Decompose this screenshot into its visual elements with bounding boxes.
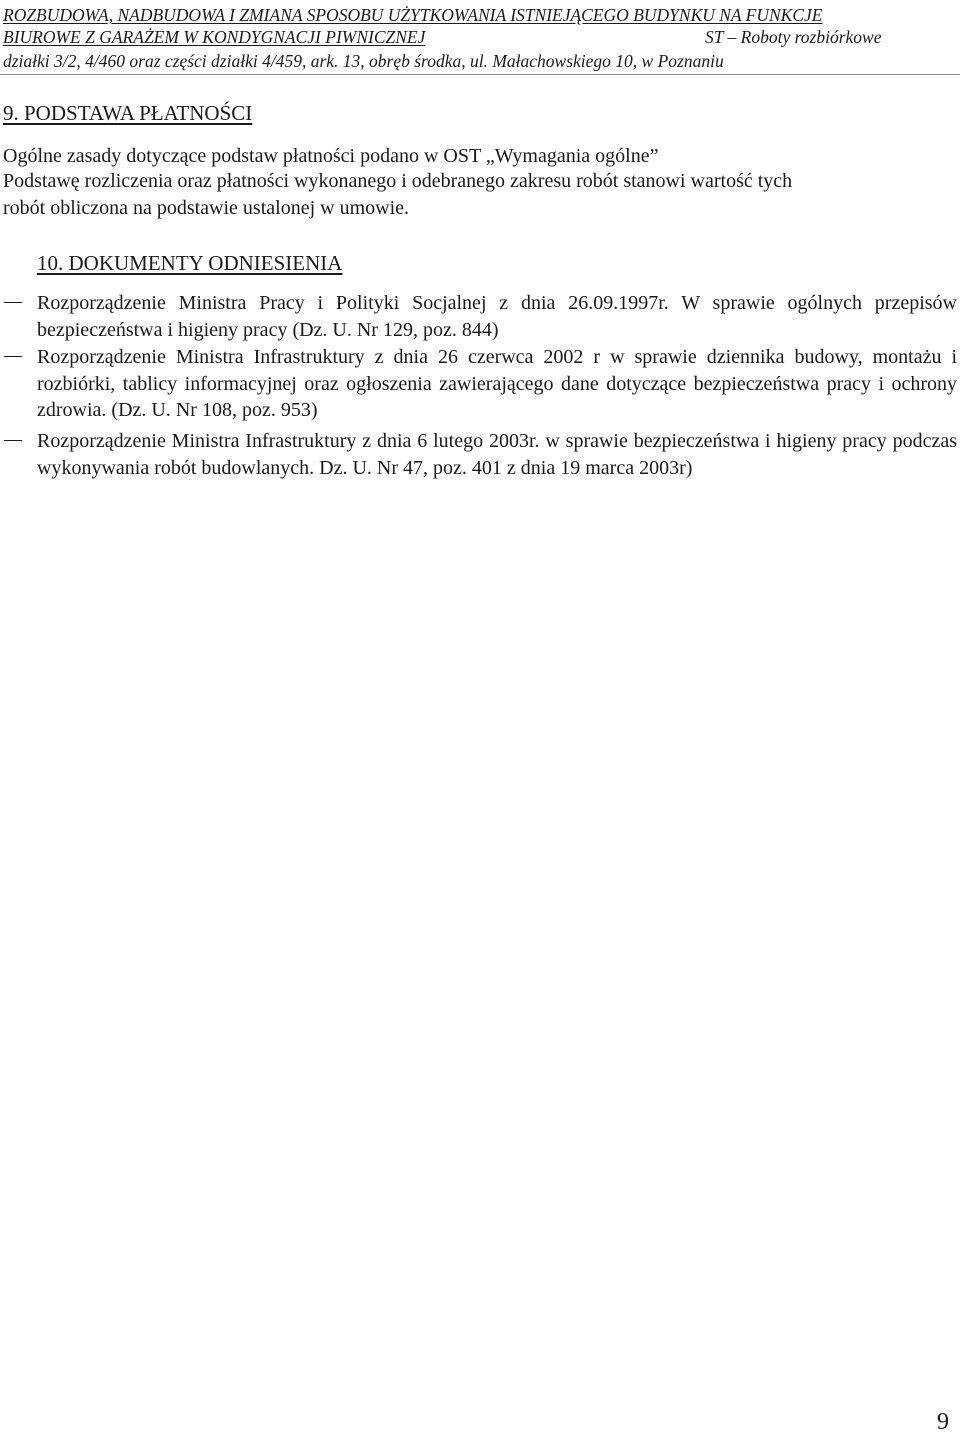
section-9-paragraph-line: robót obliczona na podstawie ustalonej w umowie. xyxy=(3,197,410,219)
running-header-spec-name: ST – Roboty rozbiórkowe xyxy=(705,27,882,47)
page-number: 9 xyxy=(937,1409,949,1435)
section-9-paragraph-line: Ogólne zasady dotyczące podstaw płatności podano w OST „Wymagania ogólne” xyxy=(3,145,659,167)
running-header-location: działki 3/2, 4/460 oraz części działki 4/459, ark. 13, obręb środka, ul. Małachowskiego 10, w Poznaniu xyxy=(3,51,724,71)
running-header-title: ROZBUDOWA, NADBUDOWA I ZMIANA SPOSOBU UŻYTKOWANIA ISTNIEJĄCEGO BUDYNKU NA FUNKCJE xyxy=(3,5,823,25)
section-9-paragraph-line: Podstawę rozliczenia oraz płatności wykonanego i odebranego zakresu robót stanowi wartość tych xyxy=(3,170,793,192)
reference-text: Rozporządzenie Ministra Infrastruktury z dnia 6 lutego 2003r. w sprawie bezpieczeństwa i higieny pracy podczas wykonywania robót budowlanych. Dz. U. Nr 47, poz. 401 z dnia 19 marca 2003r) xyxy=(37,430,957,479)
section-10-heading: 10. DOKUMENTY ODNIESIENIA xyxy=(37,251,343,275)
reference-text: Rozporządzenie Ministra Pracy i Polityki Socjalnej z dnia 26.09.1997r. W sprawie ogólnych przepisów bezpieczeństwa i higieny pracy (Dz. U. Nr 129, poz. 844) xyxy=(37,292,957,341)
dash-bullet-icon xyxy=(4,302,22,303)
running-header-subtitle-left: BIUROWE Z GARAŻEM W KONDYGNACJI PIWNICZNEJ xyxy=(3,27,426,47)
reference-text: Rozporządzenie Ministra Infrastruktury z dnia 26 czerwca 2002 r w sprawie dziennika budowy, montażu i rozbiórki, tablicy informacyjnej oraz ogłoszenia zawierającego dane dotyczące bezpieczeństwa pracy i ochrony zdrowia. (Dz. U. Nr 108, poz. 953) xyxy=(37,346,957,421)
dash-bullet-icon xyxy=(4,356,22,357)
section-9-heading: 9. PODSTAWA PŁATNOŚCI xyxy=(3,101,253,125)
dash-bullet-icon xyxy=(4,440,22,441)
header-divider xyxy=(0,74,960,75)
running-header-subtitle xyxy=(3,26,933,48)
